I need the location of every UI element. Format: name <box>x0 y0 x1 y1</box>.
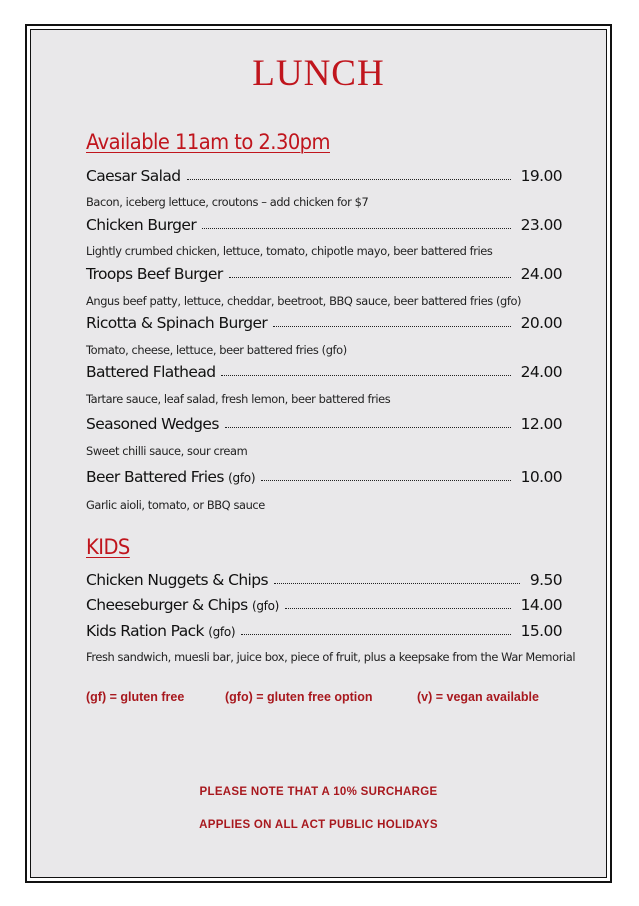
menu-item-row <box>86 265 562 283</box>
item-description: Garlic aioli, tomato, or BBQ sauce <box>86 498 265 512</box>
item-price: 15.00 <box>520 622 562 640</box>
item-description: Tomato, cheese, lettuce, beer battered fries (gfo) <box>86 343 347 357</box>
item-description: Fresh sandwich, muesli bar, juice box, piece of fruit, plus a keepsake from the War Memorial <box>86 650 576 664</box>
item-price: 14.00 <box>520 596 562 614</box>
menu-item-row <box>86 596 562 614</box>
item-price: 9.50 <box>529 571 562 589</box>
item-price: 19.00 <box>520 167 562 185</box>
item-name <box>86 596 279 614</box>
menu-outer-frame <box>25 24 612 883</box>
item-name-text: Kids Ration Pack <box>86 622 204 640</box>
item-description: Sweet chilli sauce, sour cream <box>86 444 248 458</box>
item-name: Ricotta & Spinach Burger <box>86 314 268 332</box>
item-name: Caesar Salad <box>86 167 181 185</box>
surcharge-notice-line2: APPLIES ON ALL ACT PUBLIC HOLIDAYS <box>199 819 438 831</box>
leader-dots <box>202 228 511 229</box>
item-name-text: Beer Battered Fries <box>86 468 224 486</box>
item-name <box>86 468 255 486</box>
menu-item-row <box>86 167 562 185</box>
leader-dots <box>285 608 511 609</box>
item-name: Seasoned Wedges <box>86 415 219 433</box>
item-price: 23.00 <box>520 216 562 234</box>
menu-item-row <box>86 363 562 381</box>
legend-gluten-free: (gf) = gluten free <box>86 690 185 704</box>
item-tag: (gfo) <box>208 625 236 639</box>
item-description: Tartare sauce, leaf salad, fresh lemon, beer battered fries <box>86 392 391 406</box>
leader-dots <box>274 583 520 584</box>
item-description: Angus beef patty, lettuce, cheddar, beetroot, BBQ sauce, beer battered fries (gfo) <box>86 294 522 308</box>
menu-title: LUNCH <box>252 53 385 94</box>
leader-dots <box>229 277 511 278</box>
legend-vegan: (v) = vegan available <box>417 690 539 704</box>
item-name: Chicken Burger <box>86 216 197 234</box>
menu-item-row <box>86 468 562 486</box>
lunch-heading: Available 11am to 2.30pm <box>86 130 330 154</box>
item-description: Bacon, iceberg lettuce, croutons – add chicken for $7 <box>86 195 369 209</box>
menu-item-row <box>86 571 562 589</box>
leader-dots <box>225 427 511 428</box>
kids-heading: KIDS <box>86 535 130 559</box>
leader-dots <box>273 326 510 327</box>
item-name-text: Cheeseburger & Chips <box>86 596 248 614</box>
menu-item-row <box>86 622 562 640</box>
item-price: 12.00 <box>520 415 562 433</box>
item-name <box>86 622 235 640</box>
leader-dots <box>187 179 511 180</box>
item-price: 20.00 <box>520 314 562 332</box>
menu-item-row <box>86 314 562 332</box>
menu-item-row <box>86 415 562 433</box>
legend-gluten-free-option: (gfo) = gluten free option <box>225 690 373 704</box>
item-price: 24.00 <box>520 363 562 381</box>
item-tag: (gfo) <box>251 599 280 613</box>
menu-page <box>30 29 607 878</box>
leader-dots <box>261 480 510 481</box>
leader-dots <box>241 634 510 635</box>
menu-item-row <box>86 216 562 234</box>
item-price: 24.00 <box>520 265 562 283</box>
item-name: Troops Beef Burger <box>86 265 223 283</box>
item-tag: (gfo) <box>228 471 256 485</box>
item-name: Chicken Nuggets & Chips <box>86 571 268 589</box>
leader-dots <box>221 375 510 376</box>
item-description: Lightly crumbed chicken, lettuce, tomato, chipotle mayo, beer battered fries <box>86 244 493 258</box>
item-price: 10.00 <box>520 468 562 486</box>
item-name: Battered Flathead <box>86 363 216 381</box>
surcharge-notice-line1: PLEASE NOTE THAT A 10% SURCHARGE <box>199 786 438 798</box>
